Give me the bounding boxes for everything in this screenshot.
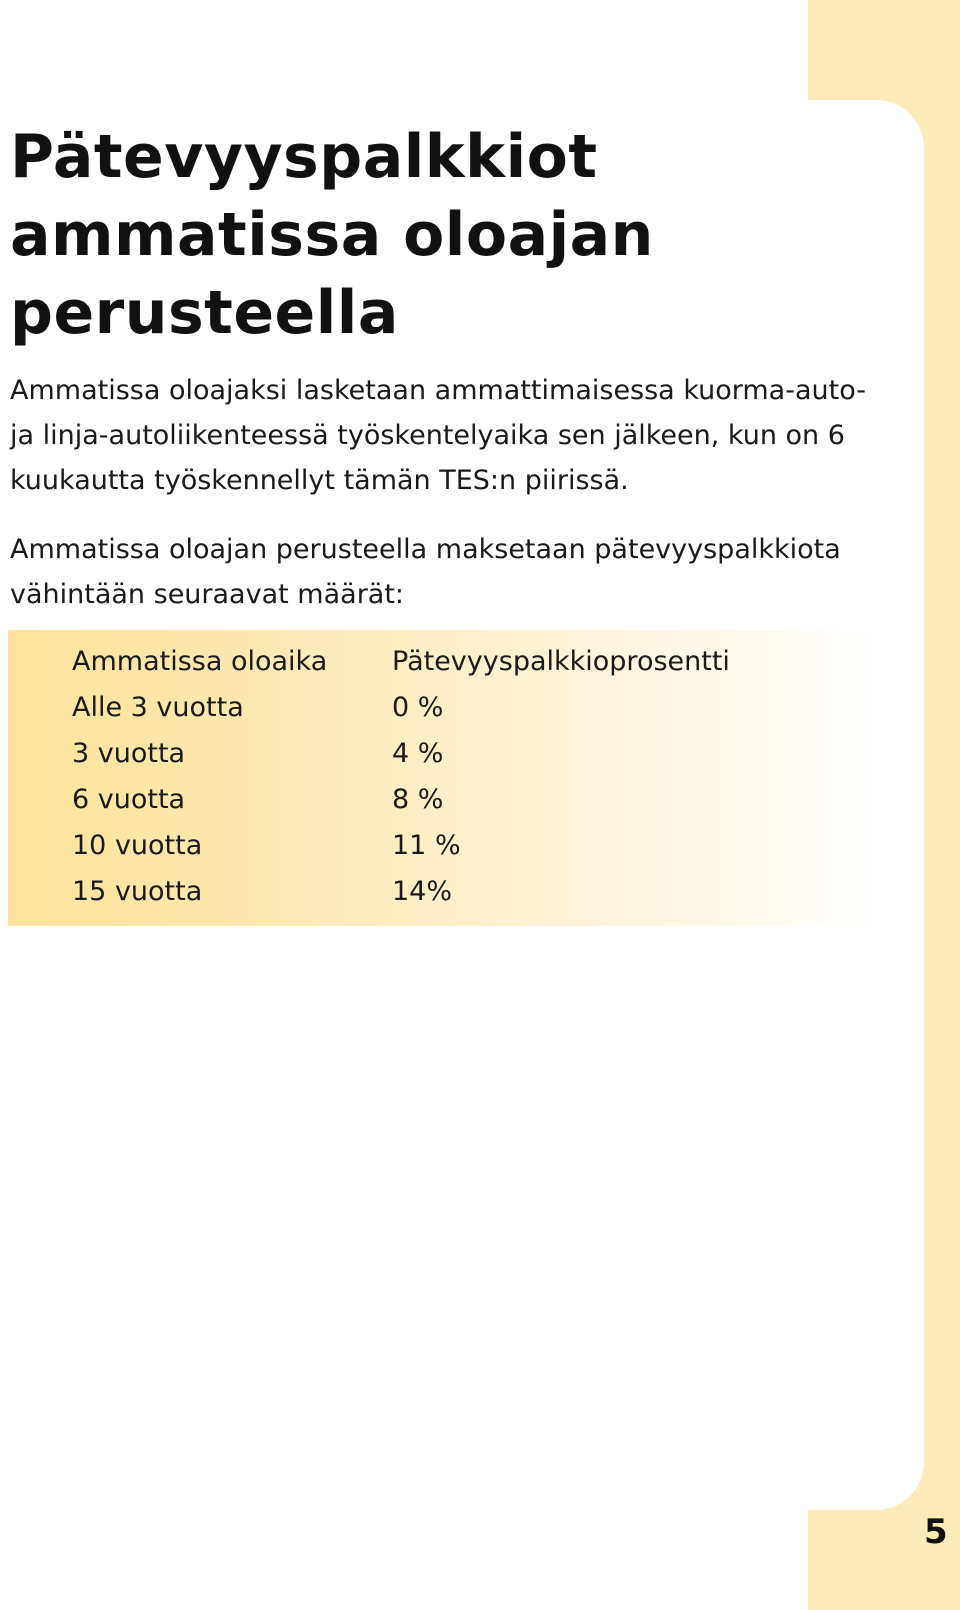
intro-paragraph: Ammatissa oloajaksi lasketaan ammattimaisessa kuorma-auto- ja linja-autoliikenteessä työskentelyaika sen jälkeen, kun on 6 kuukautta työskennellyt tämän TES:n piirissä. <box>10 375 866 496</box>
row-percentage: 0 % <box>392 691 444 723</box>
row-duration: 15 vuotta <box>72 875 203 907</box>
header-duration: Ammatissa oloaika <box>72 645 328 677</box>
table-row <box>72 684 730 730</box>
amounts-paragraph: Ammatissa oloajan perusteella maksetaan pätevyyspalkkiota vähintään seuraavat määrät: <box>10 534 841 610</box>
page-number: 5 <box>924 1512 948 1552</box>
row-duration: 3 vuotta <box>72 737 186 769</box>
row-percentage: 14% <box>392 875 453 907</box>
title-line-1: Pätevyyspalkkiot <box>10 122 598 192</box>
table-header-row <box>72 638 730 684</box>
row-duration: 6 vuotta <box>72 783 186 815</box>
table-row <box>72 822 730 868</box>
table-row <box>72 868 730 914</box>
header-percentage: Pätevyyspalkkioprosentti <box>392 645 730 677</box>
row-duration: Alle 3 vuotta <box>72 691 244 723</box>
row-percentage: 8 % <box>392 783 444 815</box>
title-line-3: perusteella <box>10 278 399 348</box>
row-duration: 10 vuotta <box>72 829 203 861</box>
title-line-2: ammatissa oloajan <box>10 200 654 270</box>
table-row <box>72 776 730 822</box>
row-percentage: 4 % <box>392 737 444 769</box>
bonus-rate-table <box>72 638 730 914</box>
page-title <box>10 118 790 352</box>
row-percentage: 11 % <box>392 829 461 861</box>
table-row <box>72 730 730 776</box>
